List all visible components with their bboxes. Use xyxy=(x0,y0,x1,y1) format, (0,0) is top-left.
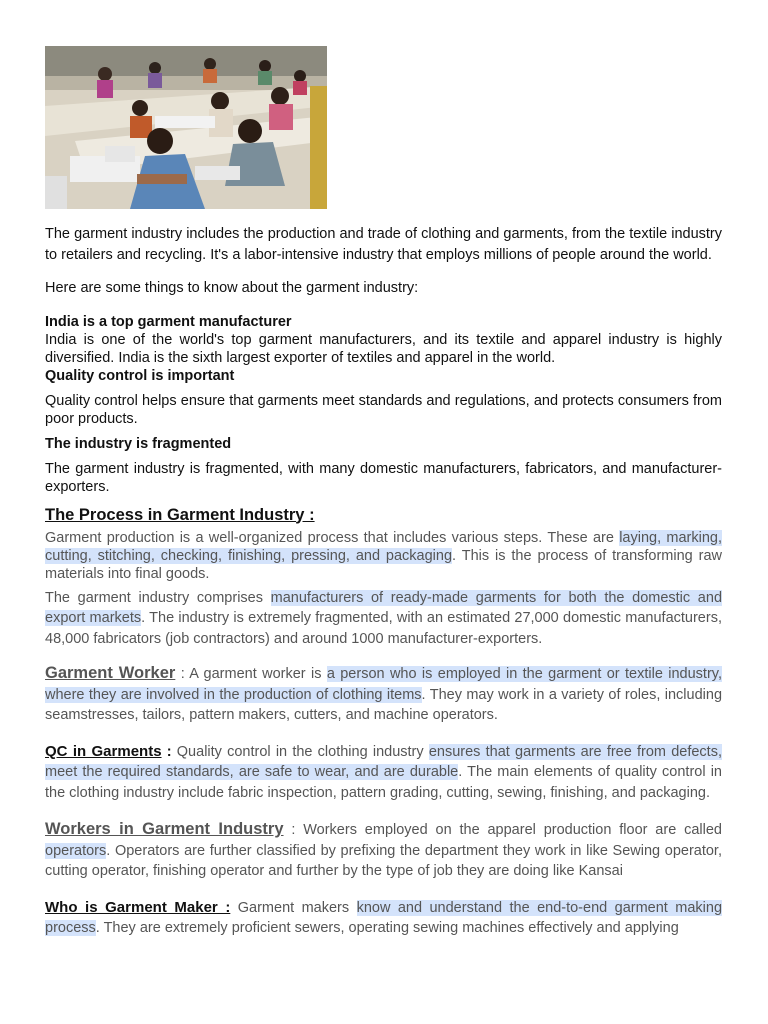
operators-highlight: operators xyxy=(45,842,107,859)
workers-text: : Workers employed on the apparel production floor are called xyxy=(283,822,722,838)
qc-definition-highlight: ensures that garments are free from defects, meet the required standards, are safe to wear, and are durable xyxy=(45,743,722,780)
intro-paragraph: The garment industry includes the production and trade of clothing and garments, from the textile industry to retailers and recycling. It's a labor-intensive industry that employs millions of people around the world. xyxy=(45,226,722,263)
worker-text: : A garment worker is xyxy=(175,666,327,682)
workers-paragraph xyxy=(45,819,722,882)
qc-text: Quality control in the clothing industry xyxy=(176,743,429,760)
intro-lead: Here are some things to know about the garment industry: xyxy=(45,280,419,296)
process-text: Garment production is a well-organized process that includes various steps. These are xyxy=(45,529,620,546)
qc-paragraph xyxy=(45,742,722,804)
article-body xyxy=(45,224,722,939)
fact-text: India is one of the world's top garment manufacturers, and its textile and apparel industry is highly diversified. India is the sixth largest exporter of textiles and apparel in the world. xyxy=(45,331,722,366)
fact-title: India is a top garment manufacturer xyxy=(45,313,292,330)
process-heading-line xyxy=(45,505,722,526)
process-text: . This is the process of transforming raw materials into final goods. xyxy=(45,547,722,582)
fact-title: The industry is fragmented xyxy=(45,435,232,452)
worker-definition-highlight: a person who is employed in the garment or textile industry, where they are involved in the production of clothing items xyxy=(45,666,722,703)
workers-text: . Operators are further classified by prefixing the department they work in like Sewing operator, cutting operator, finishing operator and further by the type of job they are doing like Kansai xyxy=(45,842,722,879)
process-text: The garment industry comprises xyxy=(45,589,271,606)
process-steps-highlight: laying, marking, cutting, stitching, checking, finishing, pressing, and packaging xyxy=(45,529,722,564)
maker-heading: Who is Garment Maker : xyxy=(45,898,231,916)
workers-heading: Workers in Garment Industry xyxy=(45,820,284,838)
fact-text: Quality control helps ensure that garments meet standards and regulations, and protects consumers from poor products. xyxy=(45,392,722,427)
process-paragraph-1 xyxy=(45,529,722,583)
maker-text: Garment makers xyxy=(230,899,357,916)
qc-text: . The main elements of quality control in the clothing industry include fabric inspection, pattern grading, cutting, sewing, finishing, and packaging. xyxy=(45,764,722,801)
manufacturers-highlight: manufacturers of ready-made garments for both the domestic and export markets xyxy=(45,589,723,626)
process-text: . The industry is extremely fragmented, with an estimated 27,000 domestic manufacturers, 48,000 fabricators (job contractors) and around 1000 manufacturer-exporters. xyxy=(45,610,722,647)
maker-text: . They are extremely proficient sewers, operating sewing machines effectively and applying xyxy=(95,920,679,936)
fact-title: Quality control is important xyxy=(45,367,235,384)
worker-text: . They may work in a variety of roles, including seamstresses, tailors, pattern makers, cutters, and machine operators. xyxy=(45,686,723,723)
garment-factory-photo xyxy=(45,46,327,209)
maker-definition-highlight: know and understand the end-to-end garment making process xyxy=(45,899,723,936)
fact-text: The garment industry is fragmented, with many domestic manufacturers, fabricators, and manufacturer-exporters. xyxy=(45,460,722,495)
garment-worker-paragraph xyxy=(45,663,722,726)
process-paragraph-2 xyxy=(45,588,722,650)
qc-separator: : xyxy=(161,743,177,760)
maker-paragraph xyxy=(45,898,722,939)
process-heading: The Process in Garment Industry : xyxy=(45,505,315,524)
garment-worker-heading: Garment Worker xyxy=(45,664,176,682)
qc-heading: QC in Garments xyxy=(45,742,162,760)
